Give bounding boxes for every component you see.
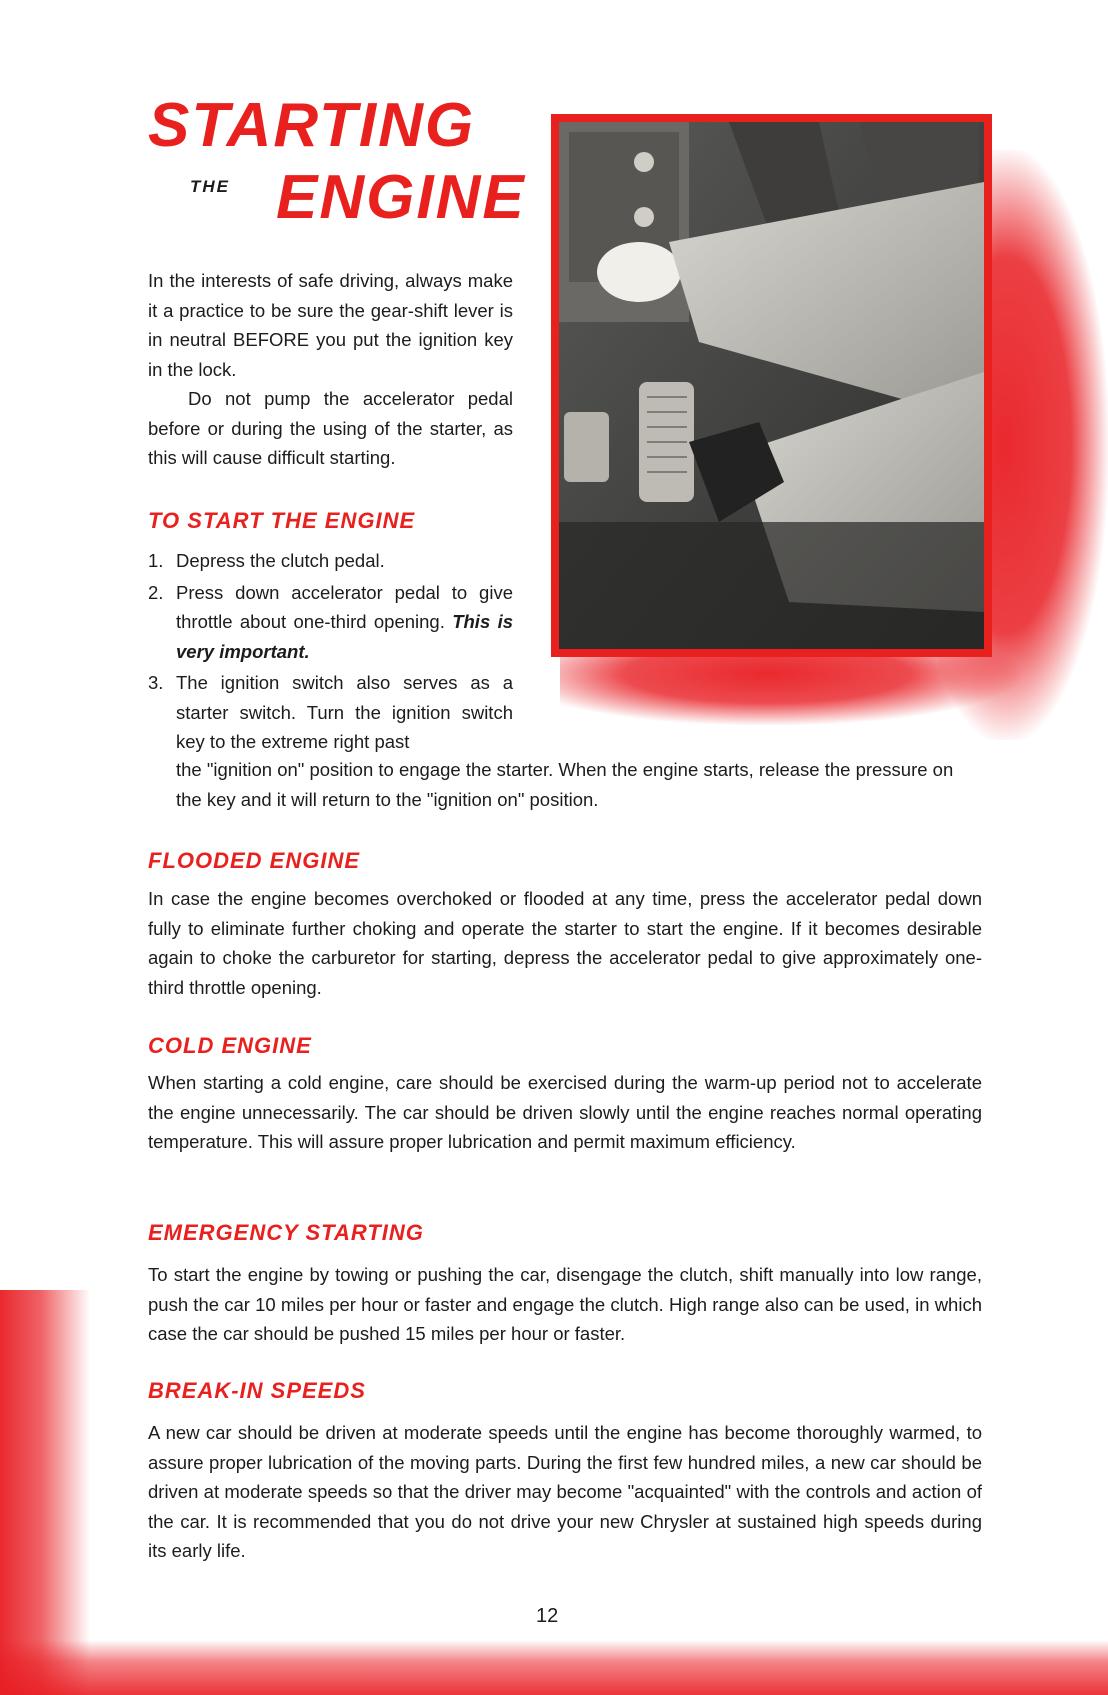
- step-emphasis: This is very important.: [176, 611, 513, 662]
- intro-paragraph-1: In the interests of safe driving, always make it a practice to be sure the gear-shift lever is in neutral BEFORE you put the ignition key in the lock.: [148, 270, 513, 380]
- step-text: The ignition switch also serves as a starter switch. Turn the ignition switch key to the extreme right past: [176, 672, 513, 752]
- title-the: THE: [190, 177, 230, 196]
- photo-frame: [551, 114, 992, 657]
- page-title: [148, 91, 548, 235]
- intro-paragraph-2: Do not pump the accelerator pedal before or during the using of the starter, as this will cause difficult starting.: [148, 388, 513, 468]
- heading-to-start-the-engine: TO START THE ENGINE: [148, 508, 416, 533]
- heading-cold-engine: COLD ENGINE: [148, 1033, 312, 1058]
- pedals-illustration: [559, 122, 984, 649]
- heading-emergency-starting: EMERGENCY STARTING: [148, 1220, 424, 1245]
- step-text-main: Press down accelerator pedal to give throttle about one-third opening.: [176, 581, 513, 632]
- title-starting: STARTING: [148, 91, 476, 160]
- step-2: [148, 578, 513, 667]
- red-brush-stroke-footer: [0, 1640, 1108, 1695]
- page-number: 12: [536, 1605, 559, 1627]
- emergency-starting-text: To start the engine by towing or pushing the car, disengage the clutch, shift manually into low range, push the car 10 miles per hour or faster and engage the clutch. High range also can be used, in which case the car should be pushed 15 miles per hour or faster.: [148, 1264, 982, 1344]
- cold-engine-text: When starting a cold engine, care should be exercised during the warm-up period not to accelerate the engine unnecessarily. The car should be driven slowly until the engine reaches normal operating temperature. This will assure proper lubrication and permit maximum efficiency.: [148, 1072, 982, 1152]
- step-number: 3.: [148, 672, 164, 693]
- intro-text: [148, 266, 513, 473]
- step-number: 2.: [148, 581, 164, 603]
- step-3: [148, 668, 513, 757]
- red-brush-stroke-left: [0, 1290, 90, 1695]
- title-engine: ENGINE: [276, 163, 526, 232]
- step-text: Depress the clutch pedal.: [176, 550, 385, 571]
- step-text: [176, 578, 513, 667]
- heading-flooded-engine: FLOODED ENGINE: [148, 848, 361, 873]
- flooded-engine-text: In case the engine becomes overchoked or flooded at any time, press the accelerator pedal down fully to eliminate further choking and operate the starter to start the engine. If it becomes desirable again to choke the carburetor for starting, depress the accelerator pedal to give approximately one-third throttle opening.: [148, 888, 982, 998]
- step-1: [148, 546, 513, 576]
- step-3-continuation: the "ignition on" position to engage the starter. When the engine starts, release the pressure on the key and it will return to the "ignition on" position.: [176, 759, 954, 810]
- step-number: 1.: [148, 550, 164, 571]
- start-steps-list: [148, 546, 513, 759]
- break-in-speeds-text: A new car should be driven at moderate speeds until the engine has become thoroughly warmed, to assure proper lubrication of the moving parts. During the first few hundred miles, a new car should be driven at moderate speeds so that the driver may become "acquainted" with the controls and action of the car. It is recommended that you do not drive your new Chrysler at sustained high speeds during its early life.: [148, 1422, 982, 1561]
- heading-break-in-speeds: BREAK-IN SPEEDS: [148, 1378, 366, 1403]
- driver-foot-on-pedals-photo: [559, 122, 984, 649]
